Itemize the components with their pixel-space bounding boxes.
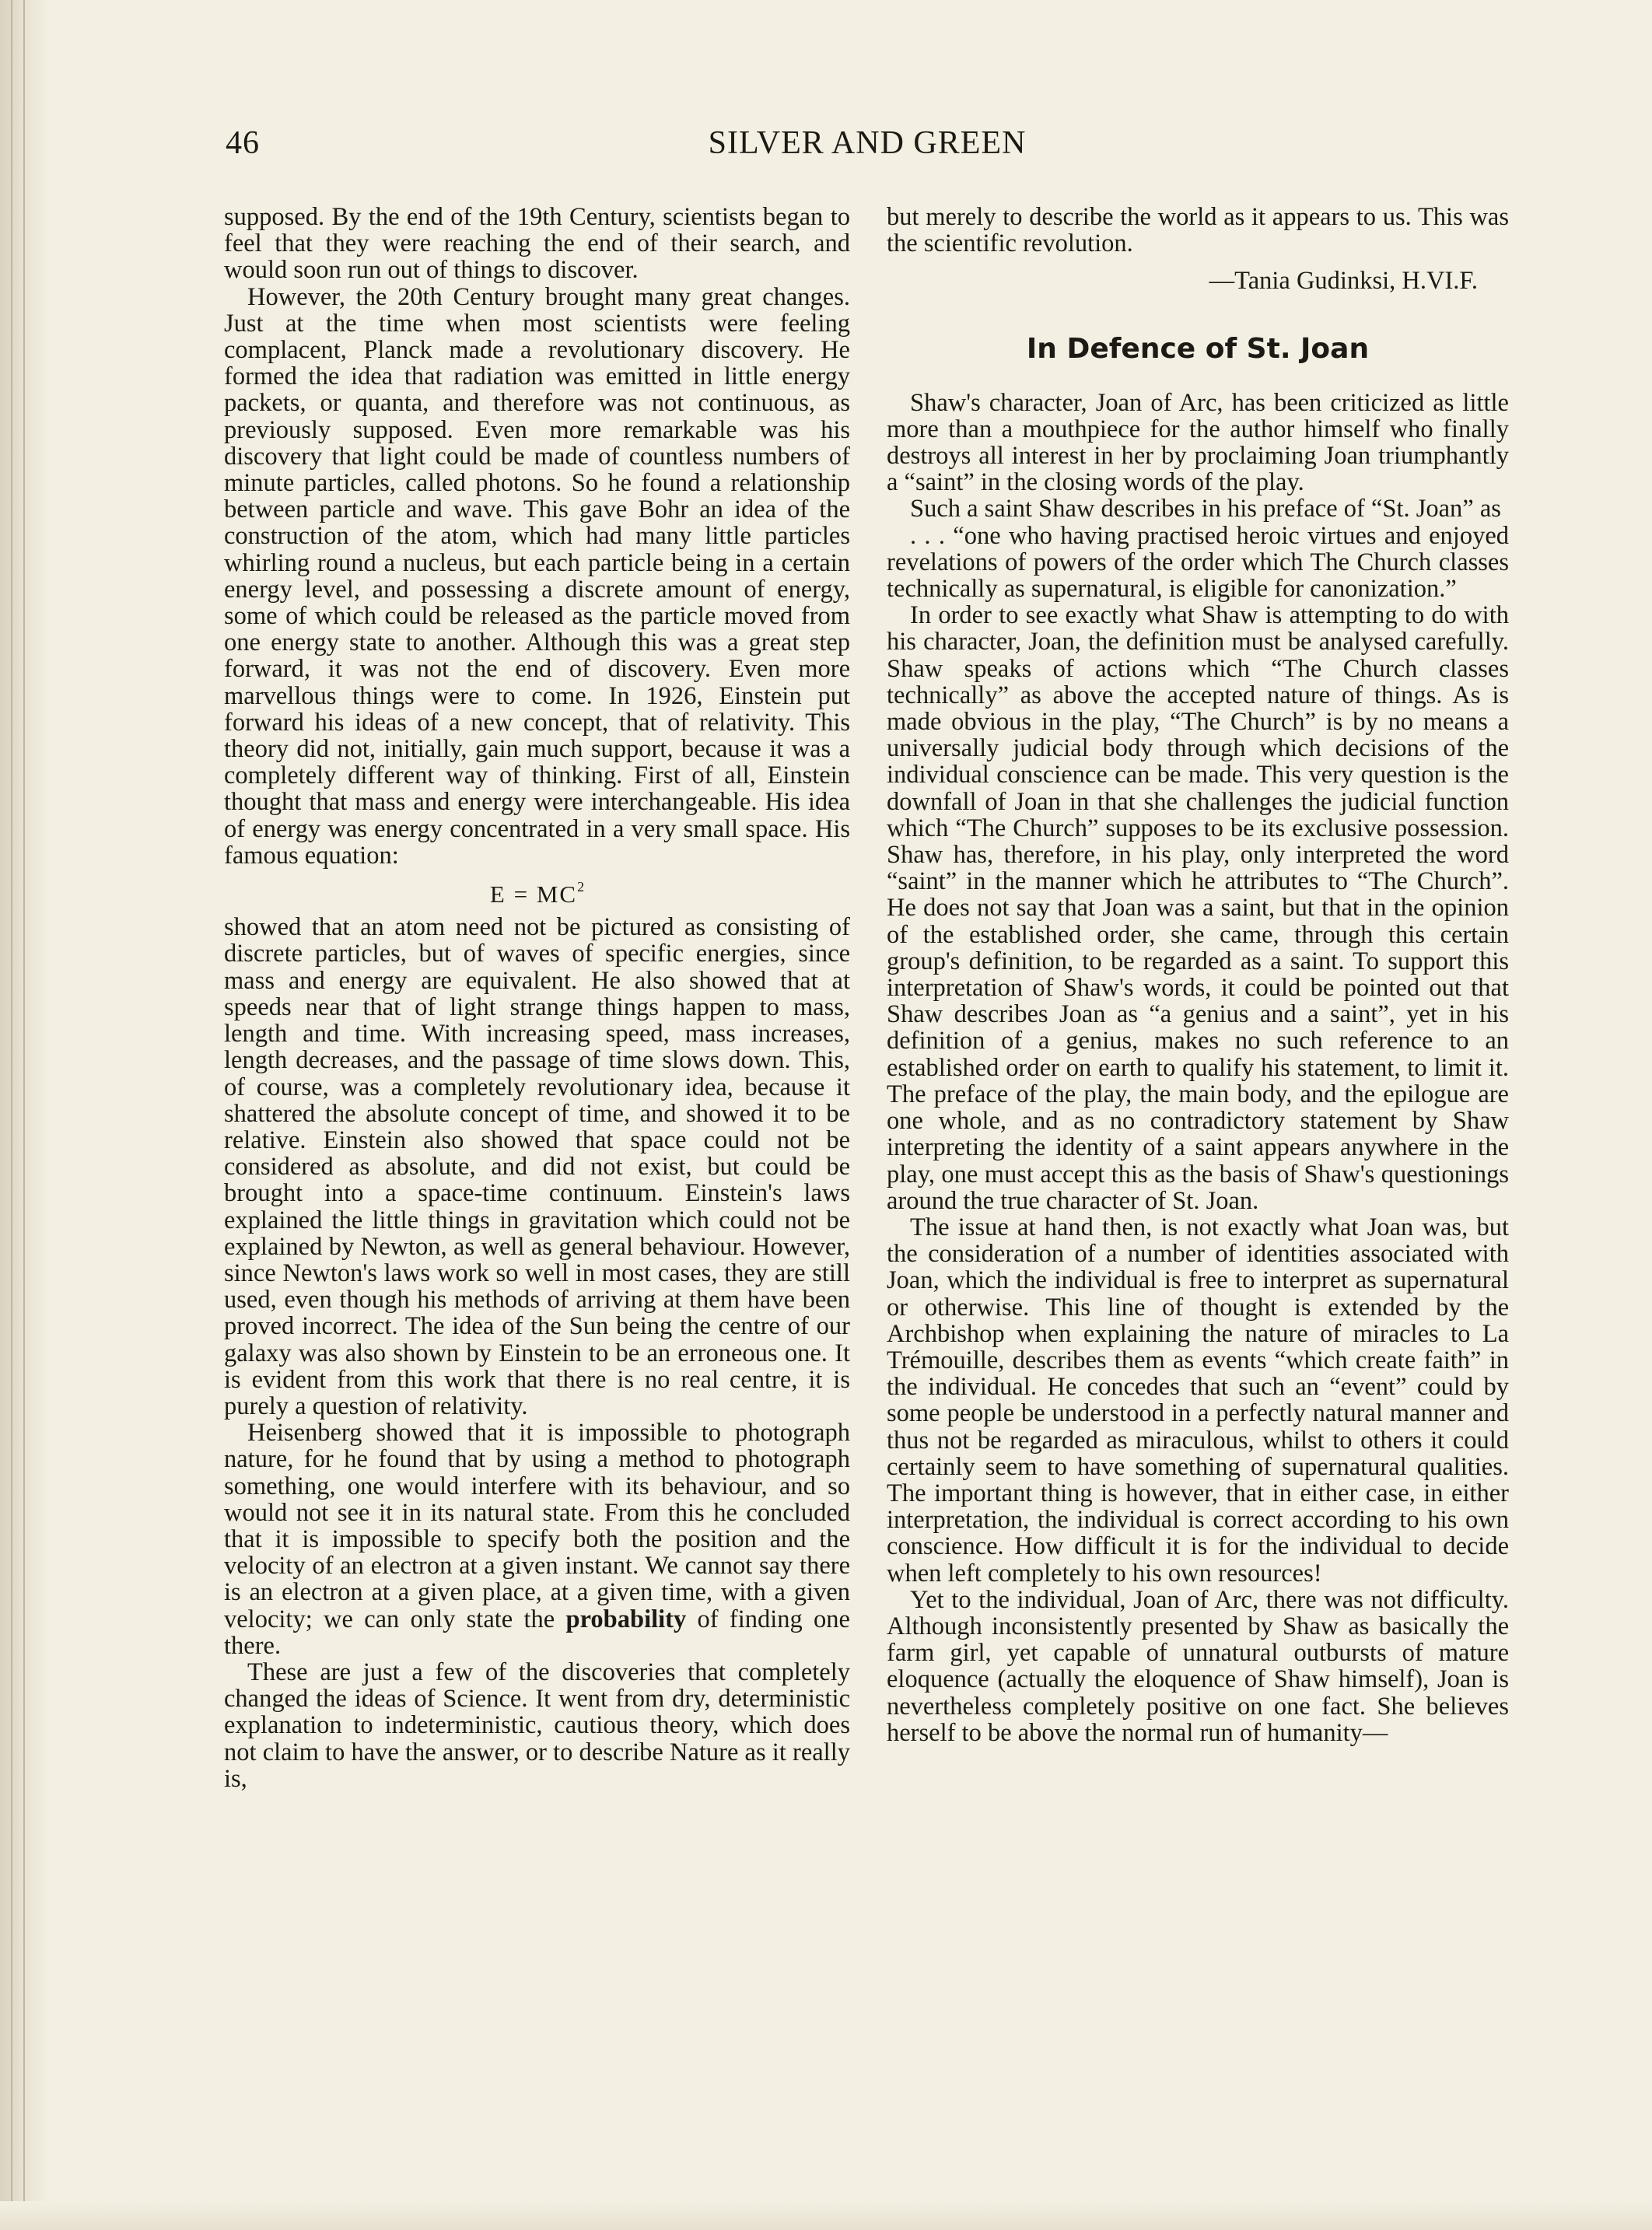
equation	[224, 873, 850, 908]
paragraph: These are just a few of the discoveries that completely changed the ideas of Science. It went from dry, deterministic explanation to indeterministic, cautious theory, which does not claim to have the answer, or to describe Nature as it really is,	[224, 1658, 850, 1793]
paragraph: showed that an atom need not be pictured as consisting of discrete particles, but of waves of specific energies, since mass and energy are equivalent. He also showed that at speeds near that of light strange things happen to mass, length and time. With increasing speed, mass increases, length decreases, and the passage of time slows down. This, of course, was a completely revolutionary idea, because it shattered the absolute concept of time, and showed it to be relative. Einstein also showed that space could not be considered as absolute, and did not exist, but could be brought into a space-time continuum. Einstein's laws explained the little things in gravitation which could not be explained by Newton, as well as general behaviour. However, since Newton's laws work so well in most cases, they are still used, even though his methods of arriving at them have been proved incorrect. The idea of the Sun being the centre of our galaxy was also shown by Einstein to be an erroneous one. It is evident from this work that there is no real centre, it is purely a question of relativity.	[224, 913, 850, 1420]
paragraph: Such a saint Shaw describes in his preface of “St. Joan” as	[910, 495, 1501, 523]
page-number: 46	[226, 125, 260, 161]
page-bottom-shadow	[0, 2201, 1652, 2230]
binding-edge	[0, 0, 50, 2230]
equation-text: E = MC	[489, 880, 578, 908]
paragraph: The issue at hand then, is not exactly what Joan was, but the consideration of a number of identities associated with Joan, which the individual is free to interpret as supernatural or otherwise. This line of thought is extended by the Archbishop when explaining the nature of miracles to La Trémouille, describes them as events “which create faith” in the individual. He concedes that such an “event” could by some people be understood in a perfectly natural manner and thus not be regarded as miraculous, whilst to others it could certainly seem to have something of supernatural qualities. The important thing is however, that in either case, in either interpretation, the individual is correct according to his own conscience. How difficult it is for the individual to decide when left completely to his own resources!	[887, 1213, 1509, 1588]
right-column	[887, 204, 1509, 1746]
paragraph: Shaw's character, Joan of Arc, has been criticized as little more than a mouthpiece for the author himself who finally destroys all interest in her by proclaiming Joan triumphantly a “saint” in the closing words of the play.	[887, 388, 1509, 497]
block-quote: . . . “one who having practised heroic virtues and enjoyed revelations of powers of the order which The Church classes technically as supernatural, is eligible for canonization.”	[887, 521, 1509, 604]
paragraph: supposed. By the end of the 19th Century, scientists began to feel that they were reaching the end of their search, and would soon run out of things to discover.	[224, 203, 850, 285]
text-run: Heisenberg showed that it is impossible to photograph nature, for he found that by using a method to photograph something, one would interfere with its behaviour, and so would not see it in its natural state. From this he concluded that it is impossible to specify both the position and the velocity of an electron at a given instant. We cannot say there is an electron at a given place, at a given time, with a given velocity; we can only state the	[224, 1419, 850, 1633]
section-heading: In Defence of St. Joan	[1026, 332, 1370, 365]
equation-exponent: 2	[577, 879, 585, 895]
paragraph: but merely to describe the world as it appears to us. This was the scientific revolution.	[887, 203, 1509, 258]
left-column	[224, 204, 850, 1792]
emphasis-text: probability	[565, 1605, 687, 1633]
text-run: of finding one there.	[224, 1605, 850, 1660]
paragraph	[224, 1420, 850, 1659]
paragraph: In order to see exactly what Shaw is attempting to do with his character, Joan, the definition must be analysed carefully. Shaw speaks of actions which “The Church classes technically” as above the accepted nature of things. As is made obvious in the play, “The Church” is by no means a universally judicial body through which decisions of the individual conscience can be made. This very question is the downfall of Joan in that she challenges the judicial function which “The Church” supposes to be its exclusive possession. Shaw has, therefore, in his play, only interpreted the word “saint” in the manner which he attributes to “The Church”. He does not say that Joan was a saint, but that in the opinion of the established order, she came, through this certain group's definition, to be regarded as a saint. To support this interpretation of Shaw's words, it could be pointed out that Shaw describes Joan as “a genius and a saint”, yet in his definition of a genius, makes no such reference to an established order on earth to qualify his statement, to limit it. The preface of the play, the main body, and the epilogue are one whole, and as no contradictory statement by Shaw interpreting the identity of a saint appears anywhere in the play, one must accept this as the basis of Shaw's questionings around the true character of St. Joan.	[887, 601, 1509, 1215]
paragraph: Yet to the individual, Joan of Arc, there was not difficulty. Although inconsistently presented by Shaw as basically the farm girl, yet capable of unnatural outbursts of mature eloquence (actually the eloquence of Shaw himself), Joan is nevertheless completely positive on one fact. She believes herself to be above the normal run of humanity—	[887, 1585, 1509, 1747]
paragraph: However, the 20th Century brought many great changes. Just at the time when most scientists were feeling complacent, Planck made a revolutionary discovery. He formed the idea that radiation was emitted in little energy packets, or quanta, and therefore was not continuous, as previously supposed. Even more remarkable was his discovery that light could be made of countless numbers of minute particles, called photons. So he found a relationship between particle and wave. This gave Bohr an idea of the construction of the atom, which had many little particles whirling round a nucleus, but each particle being in a certain energy level, and possessing a discrete amount of energy, some of which could be released as the particle moved from one energy state to another. Although this was a great step forward, it was not the end of discovery. Even more marvellous things were to come. In 1926, Einstein put forward his ideas of a new concept, that of relativity. This theory did not, initially, gain much support, because it was a completely different way of thinking. First of all, Einstein thought that mass and energy were interchangeable. His idea of energy was energy concentrated in a very small space. His famous equation:	[224, 282, 850, 870]
author-signature: —Tania Gudinksi, H.VI.F.	[1209, 267, 1478, 296]
page-header	[226, 124, 1509, 171]
journal-title: SILVER AND GREEN	[708, 125, 1027, 161]
